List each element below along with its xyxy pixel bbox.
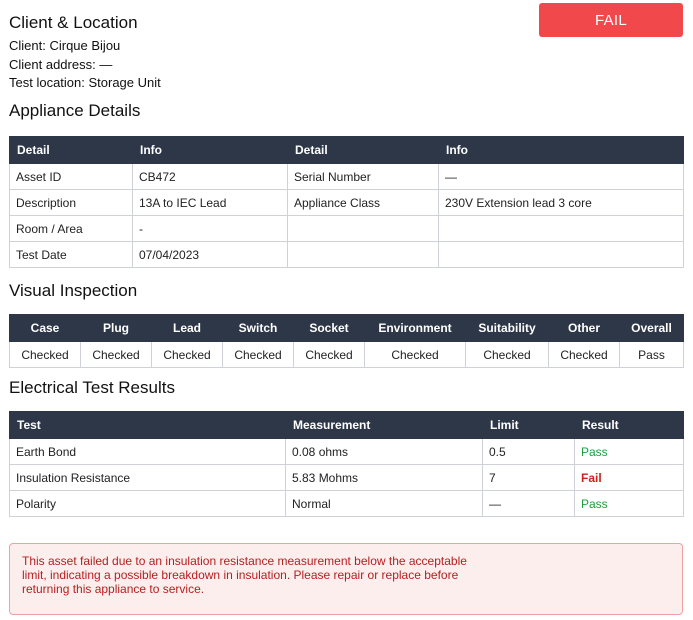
table-row bbox=[10, 242, 684, 268]
table-cell: Description bbox=[10, 190, 133, 216]
column-header: Overall bbox=[620, 315, 684, 342]
table-row bbox=[10, 216, 684, 242]
result-pass: Pass bbox=[575, 439, 684, 465]
table-cell bbox=[288, 216, 439, 242]
status-badge: FAIL bbox=[539, 3, 683, 37]
column-header: Socket bbox=[294, 315, 365, 342]
result-pass: Pass bbox=[575, 491, 684, 517]
table-header-row bbox=[10, 412, 684, 439]
column-header: Measurement bbox=[286, 412, 483, 439]
appliance-details-table bbox=[9, 136, 684, 268]
table-cell: CB472 bbox=[133, 164, 288, 190]
column-header: Other bbox=[549, 315, 620, 342]
table-cell: Checked bbox=[294, 342, 365, 368]
table-cell: Test Date bbox=[10, 242, 133, 268]
visual-inspection-heading: Visual Inspection bbox=[9, 281, 138, 300]
table-cell: — bbox=[483, 491, 575, 517]
table-cell: - bbox=[133, 216, 288, 242]
appliance-details-heading: Appliance Details bbox=[9, 101, 141, 120]
table-row bbox=[10, 465, 684, 491]
table-cell: 07/04/2023 bbox=[133, 242, 288, 268]
table-row bbox=[10, 439, 684, 465]
visual-inspection-table bbox=[9, 314, 684, 368]
table-cell: Earth Bond bbox=[10, 439, 286, 465]
client-address: Client address: — bbox=[9, 57, 113, 72]
table-cell: 7 bbox=[483, 465, 575, 491]
table-cell: Polarity bbox=[10, 491, 286, 517]
table-cell: 230V Extension lead 3 core bbox=[439, 190, 684, 216]
table-header-row bbox=[10, 315, 684, 342]
table-cell: Checked bbox=[365, 342, 466, 368]
column-header: Lead bbox=[152, 315, 223, 342]
table-cell: Checked bbox=[549, 342, 620, 368]
table-cell: — bbox=[439, 164, 684, 190]
column-header: Test bbox=[10, 412, 286, 439]
table-cell: Checked bbox=[10, 342, 81, 368]
column-header: Limit bbox=[483, 412, 575, 439]
test-location: Test location: Storage Unit bbox=[9, 75, 161, 90]
table-cell: Appliance Class bbox=[288, 190, 439, 216]
table-row bbox=[10, 342, 684, 368]
table-cell: Checked bbox=[81, 342, 152, 368]
column-header: Switch bbox=[223, 315, 294, 342]
table-cell: Insulation Resistance bbox=[10, 465, 286, 491]
table-header-row bbox=[10, 137, 684, 164]
table-cell: Checked bbox=[223, 342, 294, 368]
table-cell: Checked bbox=[466, 342, 549, 368]
result-fail: Fail bbox=[575, 465, 684, 491]
failure-alert-message: This asset failed due to an insulation resistance measurement below the acceptable limit, indicating a possible breakdown in insulation. Please repair or replace before returning this appliance to service. bbox=[22, 554, 467, 596]
column-header: Environment bbox=[365, 315, 466, 342]
column-header: Info bbox=[133, 137, 288, 164]
table-row bbox=[10, 491, 684, 517]
table-cell: Checked bbox=[152, 342, 223, 368]
client-location-heading: Client & Location bbox=[9, 13, 138, 32]
table-row bbox=[10, 164, 684, 190]
column-header: Detail bbox=[288, 137, 439, 164]
column-header: Detail bbox=[10, 137, 133, 164]
table-cell: 0.08 ohms bbox=[286, 439, 483, 465]
table-cell: Pass bbox=[620, 342, 684, 368]
table-row bbox=[10, 190, 684, 216]
column-header: Suitability bbox=[466, 315, 549, 342]
table-cell: Serial Number bbox=[288, 164, 439, 190]
table-cell: 13A to IEC Lead bbox=[133, 190, 288, 216]
table-cell: 5.83 Mohms bbox=[286, 465, 483, 491]
column-header: Info bbox=[439, 137, 684, 164]
table-cell: Normal bbox=[286, 491, 483, 517]
electrical-test-heading: Electrical Test Results bbox=[9, 378, 175, 397]
column-header: Case bbox=[10, 315, 81, 342]
table-cell: 0.5 bbox=[483, 439, 575, 465]
electrical-test-table bbox=[9, 411, 684, 517]
table-cell bbox=[439, 216, 684, 242]
table-cell bbox=[288, 242, 439, 268]
table-cell: Asset ID bbox=[10, 164, 133, 190]
column-header: Plug bbox=[81, 315, 152, 342]
client-name: Client: Cirque Bijou bbox=[9, 38, 121, 53]
table-cell bbox=[439, 242, 684, 268]
failure-alert bbox=[9, 543, 683, 615]
column-header: Result bbox=[575, 412, 684, 439]
table-cell: Room / Area bbox=[10, 216, 133, 242]
